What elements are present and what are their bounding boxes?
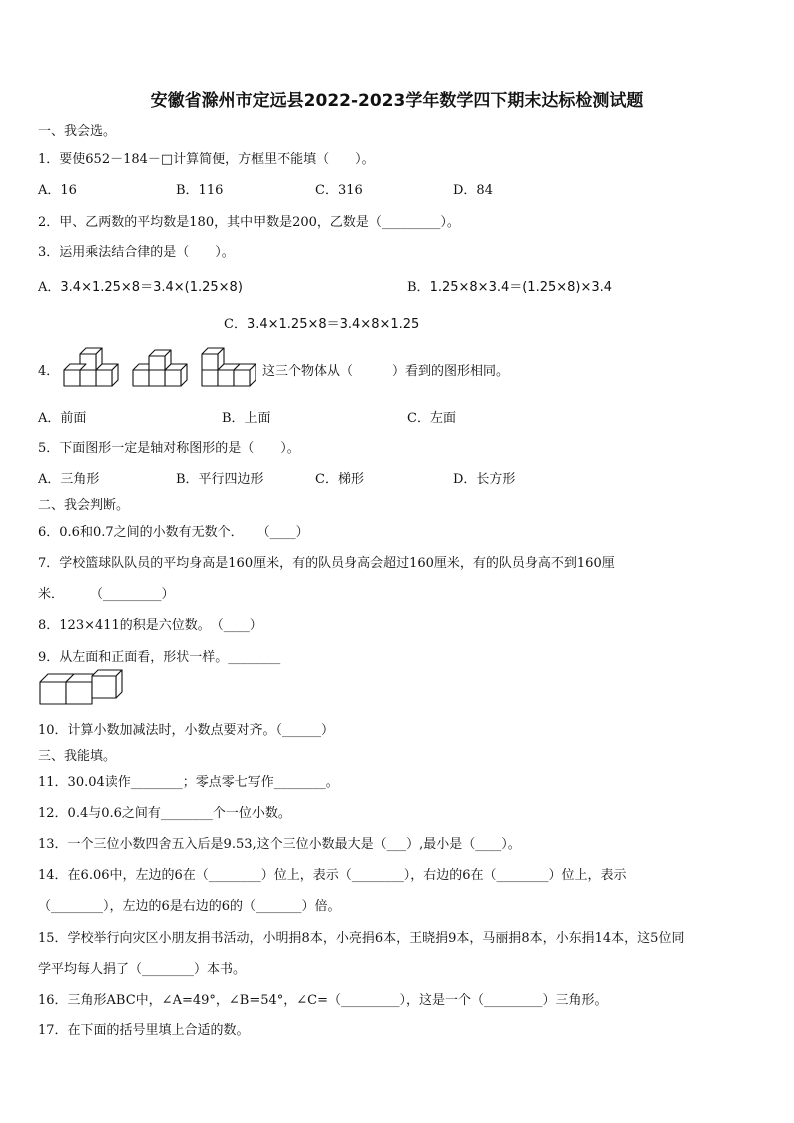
cube-front-face [80,370,96,386]
cube-front-face [66,682,92,704]
q3-option-b [407,276,612,295]
question-16: 16．三角形ABC中，∠A=49°，∠B=54°，∠C=（_________），这是一个（_________）三角形。 [38,993,608,1008]
question-14-line-2: （________），左边的6是右边的6的（_______）倍。 [38,899,341,914]
q1-option-a: A．16 [38,183,77,198]
cube-front-face [40,682,66,704]
cube-figure-3 [200,344,256,390]
question-4-number: 4． [38,364,60,379]
question-1: 1．要使652－184－□计算简便，方框里不能填（ ）。 [38,152,375,167]
cube-front-face [92,676,116,698]
q3-option-c-label: C． [224,317,247,332]
question-12: 12．0.4与0.6之间有________个一位小数。 [38,806,291,821]
question-10: 10．计算小数加减法时，小数点要对齐。（______） [38,723,335,738]
q1-option-c: C．316 [315,183,363,198]
q5-option-c: C．梯形 [315,472,364,487]
cube-figure-1 [62,344,122,390]
question-2: 2．甲、乙两数的平均数是180，其中甲数是200，乙数是（_________）。 [38,215,460,230]
cube-front-face [149,370,165,386]
section-heading-choice: 一、我会选。 [38,124,117,139]
cube-figure-2 [131,348,191,390]
q9-cube-row [38,668,126,708]
q3-option-a [38,276,243,295]
question-7-line-2: 米． （_________） [38,587,175,602]
question-11: 11．30.04读作________；零点零七写作________。 [38,775,339,790]
q3-option-b-label: B． [407,280,430,295]
cube-front-face [202,354,218,370]
question-13: 13．一个三位小数四舍五入后是9.53,这个三位小数最大是（___）,最小是（____）。 [38,837,521,852]
question-15-line-1: 15．学校举行向灾区小朋友捐书活动，小明捐8本，小亮捐6本，王晓捐9本，马丽捐8本，小东捐14本，这5位同 [38,931,685,946]
cube-front-face [165,370,181,386]
cube-front-face [96,370,112,386]
q4-option-b: B．上面 [222,411,271,426]
q4-option-a: A．前面 [38,411,87,426]
q3-option-a-expression: 3.4×1.25×8＝3.4×(1.25×8) [60,280,243,295]
q3-option-a-label: A． [38,280,61,295]
cube-front-face [133,370,149,386]
question-7-line-1: 7．学校篮球队队员的平均身高是160厘米，有的队员身高会超过160厘米，有的队员身高不到160厘 [38,556,615,571]
question-15-line-2: 学平均每人捐了（________）本书。 [38,962,247,977]
question-14-line-1: 14．在6.06中，左边的6在（________）位上，表示（________），右边的6在（________）位上，表示 [38,868,627,883]
question-4-text: 这三个物体从（ ）看到的图形相同。 [262,364,510,379]
q1-option-d: D．84 [453,183,493,198]
q4-option-c: C．左面 [407,411,456,426]
page-title: 安徽省滁州市定远县2022-2023学年数学四下期末达标检测试题 [150,91,644,111]
question-3: 3．运用乘法结合律的是（ ）。 [38,245,235,260]
q5-option-d: D．长方形 [453,472,516,487]
cube-front-face [218,370,234,386]
q5-option-a: A．三角形 [38,472,100,487]
question-6: 6．0.6和0.7之间的小数有无数个． （____） [38,525,309,540]
q3-option-b-expression: 1.25×8×3.4＝(1.25×8)×3.4 [429,280,613,295]
q3-option-c [224,313,419,332]
q3-option-c-expression: 3.4×1.25×8＝3.4×8×1.25 [246,317,420,332]
question-17: 17．在下面的括号里填上合适的数。 [38,1023,250,1038]
cube-front-face [64,370,80,386]
question-8: 8．123×411的积是六位数。 （____） [38,618,263,633]
section-heading-fill: 三、我能填。 [38,749,117,764]
question-9: 9．从左面和正面看，形状一样。________ [38,650,281,665]
cube-front-face [202,370,218,386]
q5-option-b: B．平行四边形 [176,472,264,487]
cube-front-face [234,370,250,386]
section-heading-judge: 二、我会判断。 [38,498,130,513]
q1-option-b: B．116 [176,183,224,198]
question-5: 5．下面图形一定是轴对称图形的是（ ）。 [38,441,300,456]
